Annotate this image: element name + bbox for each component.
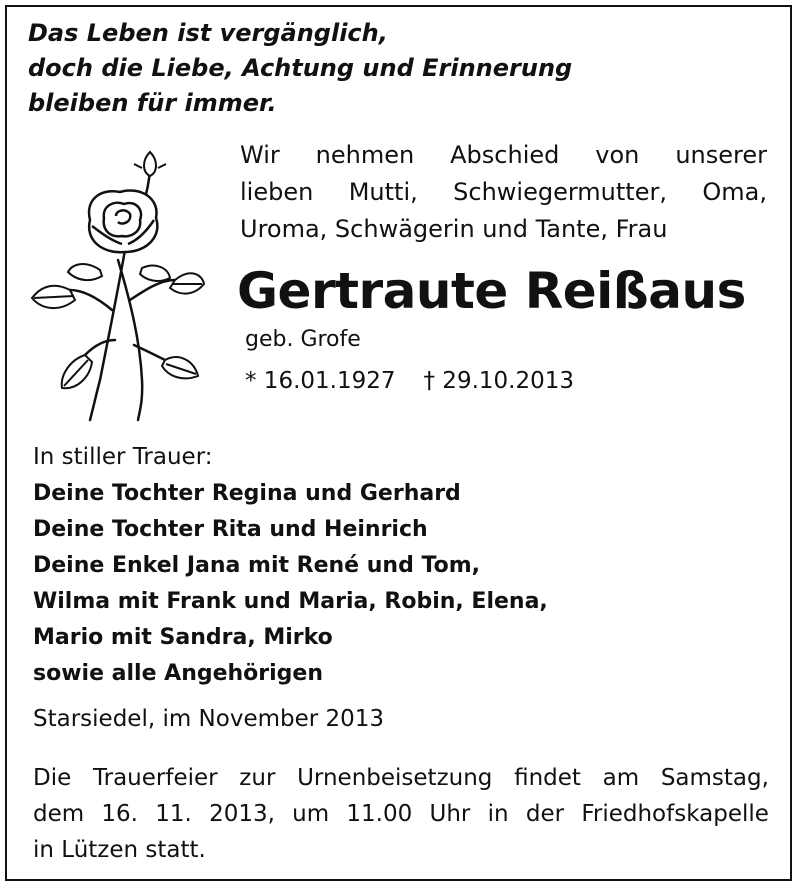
quote-line-2: doch die Liebe, Achtung und Erinnerung <box>28 54 573 82</box>
mourners-label: In stiller Trauer: <box>33 444 213 470</box>
death-date: † 29.10.2013 <box>423 368 574 394</box>
funeral-notice <box>33 760 769 868</box>
mourner-line: Wilma mit Frank und Maria, Robin, Elena, <box>33 589 548 614</box>
mourner-line: Deine Enkel Jana mit René und Tom, <box>33 553 480 578</box>
intro-line-2: lieben Mutti, Schwiegermutter, Oma, <box>240 178 767 206</box>
birth-date: * 16.01.1927 <box>245 368 396 394</box>
funeral-line-1: Die Trauerfeier zur Urnenbeisetzung findet am Samstag, <box>33 765 769 791</box>
mourner-line: Deine Tochter Rita und Heinrich <box>33 517 428 542</box>
mourner-line: Mario mit Sandra, Mirko <box>33 625 333 650</box>
life-dates <box>245 368 574 394</box>
mourner-line: sowie alle Angehörigen <box>33 661 324 686</box>
mourner-line: Deine Tochter Regina und Gerhard <box>33 481 461 506</box>
quote-line-1: Das Leben ist vergänglich, <box>28 19 388 47</box>
intro-line-1: Wir nehmen Abschied von unserer <box>240 141 767 169</box>
deceased-name: Gertraute Reißaus <box>237 262 746 320</box>
intro-line-3: Uroma, Schwägerin und Tante, Frau <box>240 215 668 243</box>
mourners-list <box>33 476 548 692</box>
funeral-line-2: dem 16. 11. 2013, um 11.00 Uhr in der Friedhofskapelle <box>33 801 769 827</box>
memorial-quote <box>28 16 572 121</box>
rose-icon <box>30 140 205 425</box>
funeral-line-3: in Lützen statt. <box>33 837 206 863</box>
place-date: Starsiedel, im November 2013 <box>33 706 385 732</box>
intro-text <box>240 137 770 248</box>
quote-line-3: bleiben für immer. <box>28 89 277 117</box>
birth-name: geb. Grofe <box>245 327 361 352</box>
